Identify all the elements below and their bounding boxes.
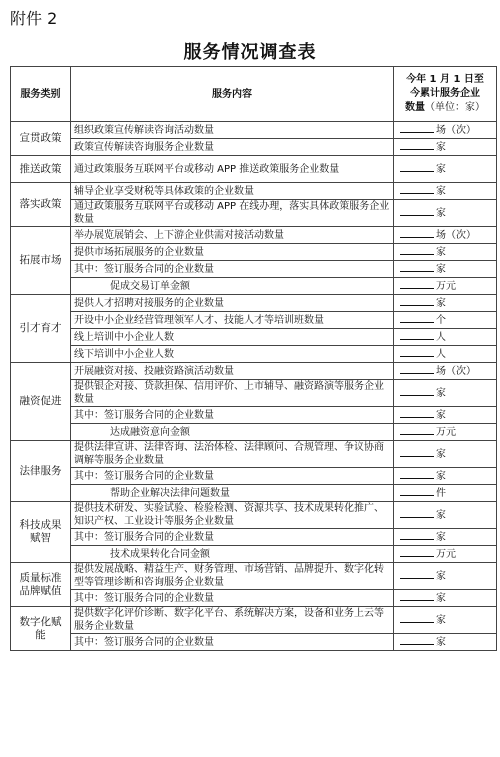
quantity-unit: 家 (436, 532, 446, 543)
table-row (11, 244, 497, 261)
column-header-category: 服务类别 (11, 67, 71, 122)
service-category: 宣贯政策 (11, 122, 71, 156)
quantity-cell (394, 407, 497, 424)
table-row (11, 183, 497, 200)
service-content-cell (71, 122, 394, 139)
service-content-cell (71, 227, 394, 244)
table-row (11, 122, 497, 139)
quantity-cell (394, 156, 497, 183)
service-content: 开设中小企业经营管理领军人才、技能人才等培训班数量 (74, 314, 324, 326)
quantity-blank-field[interactable] (400, 447, 434, 457)
quantity-blank-field[interactable] (400, 184, 434, 194)
service-content: 其中：签订服务合同的企业数量 (74, 263, 214, 275)
quantity-unit: 家 (436, 410, 446, 421)
quantity-blank-field[interactable] (400, 279, 434, 289)
quantity-unit: 件 (436, 488, 446, 499)
table-row (11, 278, 497, 295)
service-category: 融资促进 (11, 363, 71, 441)
quantity-cell (394, 183, 497, 200)
quantity-cell (394, 363, 497, 380)
quantity-cell (394, 380, 497, 407)
quantity-unit: 家 (436, 593, 446, 604)
quantity-blank-field[interactable] (400, 140, 434, 150)
service-content-cell (71, 312, 394, 329)
quantity-blank-field[interactable] (400, 569, 434, 579)
quantity-blank-field[interactable] (400, 469, 434, 479)
table-row (11, 468, 497, 485)
quantity-cell (394, 607, 497, 634)
service-content-cell (71, 261, 394, 278)
quantity-unit: 人 (436, 349, 446, 360)
table-row (11, 329, 497, 346)
quantity-blank-field[interactable] (400, 386, 434, 396)
table-row (11, 295, 497, 312)
service-content-cell (71, 546, 394, 563)
quantity-unit: 万元 (436, 427, 456, 438)
quantity-cell (394, 139, 497, 156)
service-content-cell (71, 139, 394, 156)
quantity-blank-field[interactable] (400, 486, 434, 496)
quantity-blank-field[interactable] (400, 635, 434, 645)
service-content: 其中：签订服务合同的企业数量 (74, 636, 214, 648)
service-content-cell (71, 329, 394, 346)
quantity-unit: 家 (436, 615, 446, 626)
quantity-unit: 家 (436, 186, 446, 197)
table-body (11, 122, 497, 651)
service-content-cell (71, 363, 394, 380)
table-row (11, 139, 497, 156)
service-content-cell (71, 502, 394, 529)
quantity-blank-field[interactable] (400, 123, 434, 133)
quantity-cell (394, 529, 497, 546)
quantity-blank-field[interactable] (400, 162, 434, 172)
quantity-unit: 人 (436, 332, 446, 343)
service-content: 通过政策服务互联网平台或移动 APP 在线办理，落实具体政策服务企业数量 (74, 201, 390, 225)
table-row (11, 261, 497, 278)
quantity-blank-field[interactable] (400, 296, 434, 306)
quantity-header-line1: 今年 1 月 1 日至 (406, 74, 484, 85)
quantity-blank-field[interactable] (400, 347, 434, 357)
service-content: 促成交易订单金额 (110, 280, 190, 292)
service-content: 提供法律宣讲、法律咨询、法治体检、法律顾问、合规管理、争议协商调解等服务企业数量 (74, 442, 384, 466)
service-content: 提供人才招聘对接服务的企业数量 (74, 297, 224, 309)
service-category: 质量标准品牌赋值 (11, 563, 71, 607)
service-category: 数字化赋能 (11, 607, 71, 651)
service-content: 组织政策宣传解读咨询活动数量 (74, 124, 214, 136)
service-content: 达成融资意向金额 (110, 426, 190, 438)
quantity-cell (394, 227, 497, 244)
quantity-blank-field[interactable] (400, 228, 434, 238)
column-header-quantity (394, 67, 497, 122)
quantity-blank-field[interactable] (400, 330, 434, 340)
service-content: 其中：签订服务合同的企业数量 (74, 592, 214, 604)
quantity-unit: 家 (436, 164, 446, 175)
quantity-unit: 家 (436, 247, 446, 258)
service-content: 政策宣传解读咨询服务企业数量 (74, 141, 214, 153)
quantity-unit: 家 (436, 142, 446, 153)
service-content-cell (71, 563, 394, 590)
quantity-cell (394, 468, 497, 485)
quantity-cell (394, 261, 497, 278)
service-content: 提供数字化评价诊断、数字化平台、系统解决方案，设备和业务上云等服务企业数量 (74, 608, 384, 632)
quantity-unit: 家 (436, 264, 446, 275)
page-title: 服务情况调查表 (183, 42, 317, 63)
service-content: 提供银企对接、贷款担保、信用评价、上市辅导、融资路演等服务企业数量 (74, 381, 384, 405)
quantity-blank-field[interactable] (400, 313, 434, 323)
quantity-blank-field[interactable] (400, 613, 434, 623)
quantity-unit: 家 (436, 298, 446, 309)
quantity-cell (394, 278, 497, 295)
table-row (11, 441, 497, 468)
table-row (11, 156, 497, 183)
service-content-cell (71, 441, 394, 468)
quantity-blank-field[interactable] (400, 262, 434, 272)
quantity-unit: 万元 (436, 549, 456, 560)
service-content-cell (71, 634, 394, 651)
service-content-cell (71, 485, 394, 502)
quantity-unit: 家 (436, 637, 446, 648)
table-row (11, 485, 497, 502)
table-row (11, 424, 497, 441)
quantity-blank-field[interactable] (400, 547, 434, 557)
service-category: 拓展市场 (11, 227, 71, 295)
service-content: 辅导企业享受财税等具体政策的企业数量 (74, 185, 254, 197)
service-content-cell (71, 590, 394, 607)
quantity-blank-field[interactable] (400, 206, 434, 216)
quantity-blank-field[interactable] (400, 408, 434, 418)
service-content: 开展融资对接、投融资路演活动数量 (74, 365, 234, 377)
quantity-cell (394, 424, 497, 441)
quantity-cell (394, 346, 497, 363)
service-content: 提供技术研发、实验试验、检验检测、资源共享、技术成果转化推广、知识产权、工业设计等服务企业数量 (74, 503, 384, 527)
table-row (11, 407, 497, 424)
quantity-blank-field[interactable] (400, 530, 434, 540)
quantity-unit: 家 (436, 471, 446, 482)
quantity-unit: 家 (436, 571, 446, 582)
quantity-header-line2: 今累计服务企业 (410, 88, 480, 99)
quantity-unit: 家 (436, 208, 446, 219)
quantity-cell (394, 312, 497, 329)
quantity-unit: 场（次） (436, 366, 476, 377)
service-content-cell (71, 278, 394, 295)
quantity-unit: 家 (436, 449, 446, 460)
table-header-row (11, 67, 497, 122)
table-row (11, 590, 497, 607)
table-row (11, 563, 497, 590)
table-row (11, 634, 497, 651)
quantity-cell (394, 441, 497, 468)
service-content: 其中：签订服务合同的企业数量 (74, 470, 214, 482)
quantity-blank-field[interactable] (400, 425, 434, 435)
table-row (11, 380, 497, 407)
quantity-cell (394, 546, 497, 563)
quantity-cell (394, 563, 497, 590)
quantity-unit: 家 (436, 510, 446, 521)
service-content: 提供市场拓展服务的企业数量 (74, 246, 204, 258)
service-content: 其中：签订服务合同的企业数量 (74, 531, 214, 543)
quantity-cell (394, 634, 497, 651)
service-content: 提供发展战略、精益生产、财务管理、市场营销、品牌提升、数字化转型等管理诊断和咨询服务企业数量 (74, 564, 384, 588)
table-row (11, 363, 497, 380)
quantity-cell (394, 244, 497, 261)
service-content-cell (71, 424, 394, 441)
service-category: 引才育才 (11, 295, 71, 363)
service-content: 技术成果转化合同金额 (110, 548, 210, 560)
table-row (11, 529, 497, 546)
quantity-cell (394, 502, 497, 529)
quantity-cell (394, 329, 497, 346)
quantity-cell (394, 122, 497, 139)
quantity-unit: 场（次） (436, 125, 476, 136)
service-content: 线上培训中小企业人数 (74, 331, 174, 343)
service-content: 举办展览展销会、上下游企业供需对接活动数量 (74, 229, 284, 241)
table-row (11, 227, 497, 244)
attachment-label: 附件 2 (10, 9, 58, 28)
quantity-blank-field[interactable] (400, 591, 434, 601)
quantity-unit: 万元 (436, 281, 456, 292)
quantity-cell (394, 590, 497, 607)
quantity-cell (394, 200, 497, 227)
service-content: 其中：签订服务合同的企业数量 (74, 409, 214, 421)
table-row (11, 607, 497, 634)
quantity-blank-field[interactable] (400, 508, 434, 518)
service-category: 科技成果赋智 (11, 502, 71, 563)
table-row (11, 200, 497, 227)
quantity-cell (394, 295, 497, 312)
service-content-cell (71, 244, 394, 261)
service-category: 落实政策 (11, 183, 71, 227)
quantity-unit: 家 (436, 388, 446, 399)
quantity-cell (394, 485, 497, 502)
column-header-content: 服务内容 (71, 67, 394, 122)
quantity-unit: 场（次） (436, 230, 476, 241)
table-row (11, 502, 497, 529)
service-content: 线下培训中小企业人数 (74, 348, 174, 360)
service-content-cell (71, 200, 394, 227)
quantity-blank-field[interactable] (400, 245, 434, 255)
service-content: 通过政策服务互联网平台或移动 APP 推送政策服务企业数量 (74, 163, 340, 175)
service-content-cell (71, 183, 394, 200)
quantity-header-unit: （单位：家） (425, 102, 485, 113)
table-row (11, 546, 497, 563)
service-content-cell (71, 529, 394, 546)
quantity-unit: 个 (436, 315, 446, 326)
table-row (11, 346, 497, 363)
service-content-cell (71, 295, 394, 312)
service-content-cell (71, 468, 394, 485)
quantity-blank-field[interactable] (400, 364, 434, 374)
table-row (11, 312, 497, 329)
service-category: 推送政策 (11, 156, 71, 183)
service-content-cell (71, 346, 394, 363)
service-content: 帮助企业解决法律问题数量 (110, 487, 230, 499)
service-category: 法律服务 (11, 441, 71, 502)
quantity-header-line3: 数量 (405, 102, 425, 113)
survey-table (10, 66, 497, 651)
service-content-cell (71, 156, 394, 183)
service-content-cell (71, 407, 394, 424)
service-content-cell (71, 607, 394, 634)
service-content-cell (71, 380, 394, 407)
